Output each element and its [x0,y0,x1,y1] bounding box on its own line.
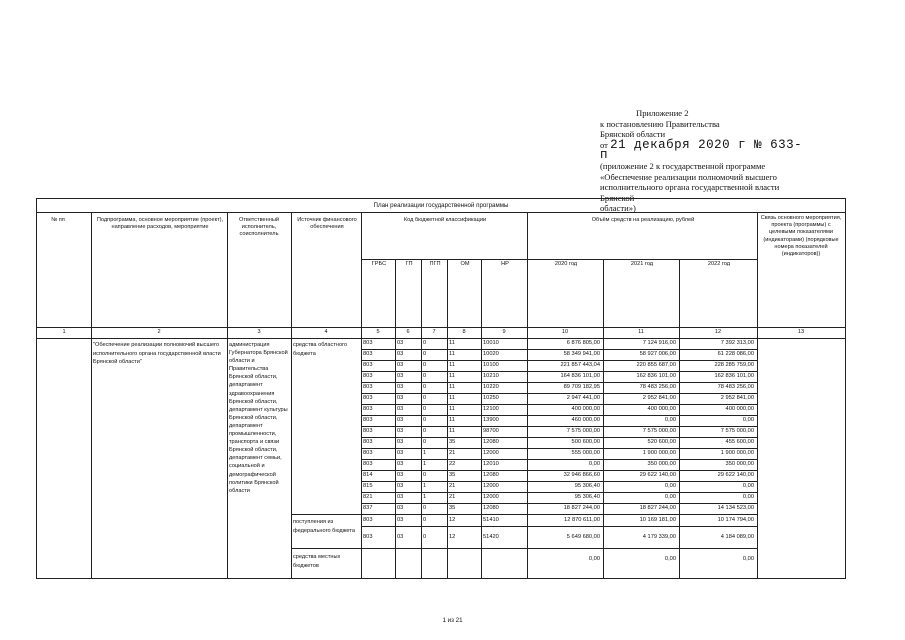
table-cell-y2022: 400 000,00 [725,406,754,412]
table-cell-y2020: 0,00 [588,461,600,467]
table-cell-om: 11 [449,395,455,401]
header-subprogram: Подпрограмма, основное мероприятие (проект), направление расходов, мероприятие [96,217,224,231]
header-nr: НР [501,261,509,267]
header-budget-code: Код бюджетной классификации [403,217,487,223]
table-cell-gp: 03 [397,461,404,467]
table-cell-nr: 12010 [483,461,499,467]
table-cell-grbs: 814 [363,472,373,478]
table-cell-y2021: 18 827 244,00 [639,505,676,511]
table-cell-y2021: 0,00 [664,483,676,489]
table-cell-y2020: 0,00 [588,556,600,562]
column-number: 12 [714,329,722,335]
header-2020: 2020 год [554,261,578,267]
table-cell-grbs: 803 [363,439,373,445]
table-cell-pgp: 1 [423,461,427,467]
table-cell-gp: 03 [397,417,404,423]
region-line: Брянской области [600,129,666,140]
subprogram-name: "Обеспечение реализации полномочий высшего исполнительного органа государственной власти Брянской области" [93,342,221,366]
executor-list: администрация Губернатора Брянской области и Правительства Брянской области, департамент здравоохранения Брянской области, департамент культуры Брянской области, департамент промышленности, транспорта и связи Брянской области, департамент семьи, социальной и демографической политики Брянской области [229,342,288,494]
table-cell-gp: 03 [397,450,404,456]
table-cell-om: 21 [449,494,456,500]
column-number: 4 [324,329,328,335]
table-cell-y2020: 460 000,00 [571,417,600,423]
table-cell-y2020: 95 306,40 [574,494,600,500]
table-cell-om: 11 [449,406,455,412]
table-cell-pgp: 0 [423,384,427,390]
appendix-title: Приложение 2 [636,108,689,118]
table-cell-pgp [423,554,447,565]
table-cell-grbs [363,554,395,565]
table-cell-grbs: 803 [363,395,373,401]
table-cell-nr: 12100 [483,406,499,412]
table-cell-y2020: 500 600,00 [571,439,600,445]
table-cell-om: 22 [449,461,456,467]
table-cell-y2021: 58 927 006,00 [639,351,676,357]
table-cell-y2021: 29 622 140,00 [639,472,676,478]
table-cell-nr: 12000 [483,450,499,456]
table-cell-y2020: 221 857 443,04 [560,362,600,368]
table-cell-grbs: 821 [363,494,373,500]
table-cell-om: 11 [449,351,455,357]
table-cell-grbs: 803 [363,461,373,467]
table-cell-om: 12 [449,533,456,540]
table-cell-grbs: 803 [363,428,373,434]
table-cell-gp: 03 [397,373,404,379]
table-cell-pgp: 0 [423,439,427,445]
table-cell-gp: 03 [397,494,404,500]
date-prefix: от [600,139,608,150]
table-cell-y2020: 400 000,00 [571,406,600,412]
table-cell-gp: 03 [397,340,404,346]
table-cell-y2022: 0,00 [742,483,754,489]
table-cell-pgp: 1 [423,494,427,500]
header-pgp: ПГП [429,261,441,267]
table-cell-om: 11 [449,373,455,379]
table-cell-grbs: 803 [363,406,373,412]
table-cell-gp: 03 [397,516,404,523]
table-cell-y2021: 7 575 000,00 [642,428,676,434]
source-federal: поступления из федерального бюджета [293,519,355,534]
table-cell-nr [483,554,527,565]
table-cell-om: 11 [449,362,455,368]
table-cell-gp: 03 [397,505,404,511]
table-cell-y2022: 350 000,00 [725,461,754,467]
table-cell-grbs: 803 [363,533,373,540]
table-cell-nr: 10220 [483,384,499,390]
table-cell-y2020: 5 649 680,00 [566,533,600,540]
table-cell-y2021: 162 836 101,00 [636,373,676,379]
table-cell-y2022: 61 228 086,00 [717,351,754,357]
program-name-line3: области») [600,203,636,214]
source-regional: средства областного бюджета [293,342,348,357]
table-cell-y2020: 18 827 244,00 [563,505,600,511]
table-cell-grbs: 803 [363,450,373,456]
table-cell-y2020: 555 000,00 [571,450,600,456]
table-cell-pgp: 0 [423,340,427,346]
table-cell-pgp: 0 [423,505,427,511]
column-number: 8 [462,329,466,335]
plan-table [36,198,846,579]
table-cell-gp: 03 [397,428,404,434]
table-cell-grbs: 815 [363,483,373,489]
header-link: Связь основного мероприятия, проекта (программы) с целевыми показателями (индикаторами) (порядковые номера показателей (индикаторов)) [760,215,842,258]
table-cell-nr: 12080 [483,439,499,445]
table-cell-nr: 12000 [483,483,499,489]
table-cell-nr: 51420 [483,533,499,540]
table-cell-nr: 10100 [483,362,499,368]
table-cell-y2022: 7 392 313,00 [720,340,754,346]
table-cell-y2020: 32 946 866,60 [563,472,600,478]
table-cell-grbs: 803 [363,373,373,379]
table-cell-pgp: 0 [423,428,427,434]
handwritten-date: 21 декабря 2020 г № 633-п [600,137,803,163]
table-cell-grbs: 837 [363,505,373,511]
table-cell-pgp: 0 [423,362,427,368]
table-cell-nr: 10020 [483,351,499,357]
table-cell-pgp: 0 [423,406,427,412]
table-cell-y2022: 1 900 000,00 [720,450,754,456]
column-number: 6 [406,329,410,335]
table-cell-om: 21 [449,483,456,489]
table-cell-om: 11 [449,428,455,434]
header-2021: 2021 год [630,261,654,267]
table-cell-y2022: 7 575 000,00 [720,428,754,434]
table-cell-y2022: 0,00 [742,417,754,423]
table-cell-y2021: 10 169 181,00 [639,516,676,523]
table-cell-gp: 03 [397,362,404,368]
table-cell-om: 21 [449,450,456,456]
table-cell-y2021: 220 855 687,00 [636,362,676,368]
table-cell-y2021: 2 952 841,00 [642,395,676,401]
table-cell-pgp: 0 [423,417,427,423]
table-cell-om [449,554,481,565]
table-cell-y2022: 29 622 140,00 [717,472,754,478]
header-gp: ГП [405,261,413,267]
table-cell-pgp: 0 [423,516,427,523]
table-cell-pgp: 0 [423,351,427,357]
page-number: 1 из 21 [442,617,463,624]
table-cell-om: 35 [449,505,456,511]
table-cell-grbs: 803 [363,340,373,346]
table-cell-y2020: 164 836 101,00 [560,373,600,379]
date-line [600,137,810,163]
table-cell-om: 11 [449,417,455,423]
header-grbs: ГРБС [371,261,387,267]
table-cell-nr: 10210 [483,373,499,379]
table-cell-y2020: 7 575 000,00 [566,428,600,434]
table-cell-om: 35 [449,439,456,445]
table-cell-nr: 12080 [483,505,499,511]
plan-table-title: План реализации государственной программы [37,199,845,213]
table-cell-nr: 10010 [483,340,499,346]
resolution-line: к постановлению Правительства [600,118,720,129]
column-number: 13 [797,329,805,335]
table-cell-om: 12 [449,516,456,523]
source-local: средства местных бюджетов [293,554,341,569]
header-source: Источник финансового обеспечения [297,217,357,231]
table-cell-gp: 03 [397,533,404,540]
column-number: 7 [432,329,436,335]
table-cell-grbs: 803 [363,417,373,423]
table-cell-y2021: 4 179 339,00 [642,533,676,540]
header-executor: Ответственный исполнитель, соисполнитель [239,217,279,238]
table-cell-y2022: 14 134 523,00 [717,505,754,511]
table-cell-y2020: 95 306,40 [574,483,600,489]
table-cell-gp: 03 [397,406,404,412]
table-cell-y2022: 4 184 089,00 [720,533,754,540]
column-number: 5 [376,329,380,335]
table-cell-nr: 13900 [483,417,499,423]
table-cell-y2021: 400 000,00 [647,406,676,412]
table-cell-y2021: 520 600,00 [647,439,676,445]
table-cell-y2022: 0,00 [742,556,754,562]
table-cell-gp: 03 [397,472,404,478]
table-cell-y2022: 10 174 794,00 [717,516,754,523]
table-cell-pgp: 1 [423,450,427,456]
table-cell-y2021: 78 483 256,00 [639,384,676,390]
table-cell-y2022: 2 952 841,00 [720,395,754,401]
table-cell-nr: 10250 [483,395,499,401]
table-cell-gp: 03 [397,483,404,489]
header-2022: 2022 год [707,261,731,267]
table-cell-y2021: 350 000,00 [647,461,676,467]
table-cell-y2021: 1 900 000,00 [642,450,676,456]
header-volume: Объём средств на реализацию, рублей [591,217,695,223]
table-cell-y2022: 455 600,00 [725,439,754,445]
table-cell-nr: 12080 [483,472,499,478]
table-cell-om: 11 [449,384,455,390]
column-number: 11 [638,329,644,335]
table-cell-grbs: 803 [363,362,373,368]
table-cell-y2020: 2 947 441,00 [566,395,600,401]
table-cell-gp: 03 [397,395,404,401]
table-cell-y2021: 7 124 916,00 [642,340,676,346]
table-cell-grbs: 803 [363,384,373,390]
table-cell-y2020: 6 876 805,00 [566,340,600,346]
table-cell-nr: 51410 [483,516,499,523]
column-number: 2 [157,329,161,335]
table-cell-gp: 03 [397,384,404,390]
table-cell-pgp: 0 [423,395,427,401]
table-cell-pgp: 0 [423,533,427,540]
program-name-line2: исполнительного органа государственной власти Брянской [600,182,780,203]
table-cell-y2022: 228 285 759,00 [714,362,754,368]
table-cell-gp [397,554,421,565]
table-cell-y2021: 0,00 [664,417,676,423]
table-cell-gp: 03 [397,351,404,357]
column-number: 10 [561,329,569,335]
table-cell-y2022: 0,00 [742,494,754,500]
table-cell-y2020: 12 870 611,00 [564,516,600,523]
table-cell-y2022: 162 836 101,00 [714,373,754,379]
column-number: 1 [62,329,66,335]
table-cell-y2022: 78 483 256,00 [717,384,754,390]
table-cell-nr: 12000 [483,494,499,500]
table-cell-pgp: 0 [423,373,427,379]
header-om: ОМ [460,261,470,267]
header-num: № пп [51,217,65,223]
table-cell-gp: 03 [397,439,404,445]
table-cell-nr: 98700 [483,428,499,434]
table-cell-pgp: 1 [423,483,427,489]
table-cell-y2021: 0,00 [664,556,676,562]
column-number: 3 [257,329,261,335]
table-cell-y2021: 0,00 [664,494,676,500]
table-cell-om: 35 [449,472,456,478]
column-number: 9 [502,329,506,335]
program-ref-line: (приложение 2 к государственной программе [600,160,766,171]
table-cell-pgp: 0 [423,472,427,478]
table-cell-grbs: 803 [363,351,373,357]
table-cell-y2020: 89 709 182,95 [563,384,600,390]
program-name-line1: «Обеспечение реализации полномочий высшего [600,171,777,182]
table-cell-om: 11 [449,340,455,346]
table-cell-y2020: 58 349 941,00 [563,351,600,357]
table-cell-grbs: 803 [363,516,373,523]
